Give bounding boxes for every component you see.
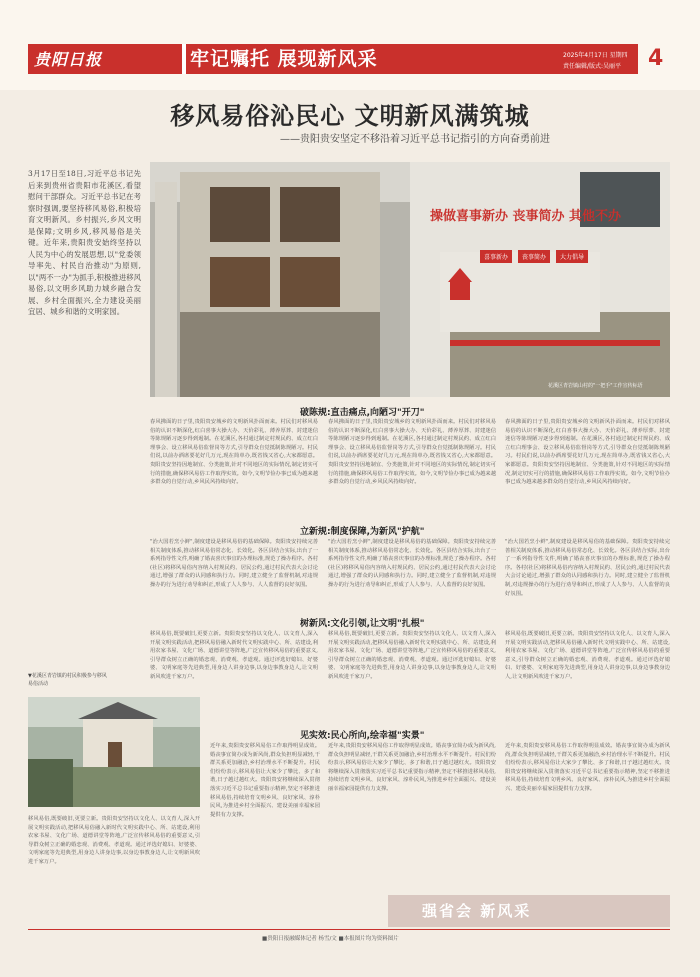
wall-slogan-tags xyxy=(480,250,588,263)
section-text-col: 近年来,贵阳贵安移风易俗工作取得明显成效。婚丧事宜简办成为新风尚,群众负担明显减轻,干群关系更加融洽,乡村治理水平不断提升。村民们纷纷表示,移风易俗让大家少了攀比、多了和谐,日子越过越红火。贵阳贵安将继续深入贯彻落实习近平总书记重要指示精神,坚定不移推进移风易俗,持续培育文明乡风、良好家风、淳朴民风,为推进乡村全面振兴、建设美丽幸福家园提供有力支撑。 xyxy=(505,743,670,792)
secondary-photo xyxy=(28,697,200,807)
article-intro: 3月17日至18日,习近平总书记先后来到贵州省贵阳市花溪区,看望慰问干部群众。习近平总书记在考察时强调,要坚持移风易俗,积极培育文明新风。乡村振兴,乡风文明是保障;文明乡风,移风易俗是关键。近年来,贵阳贵安始终坚持以人民为中心的发展思想,以"党委领导率先、村民自治推动"为原则,以"两不一办"为抓手,积极推进移风易俗,以文明乡风助力城乡融合发展、乡村全面振兴,全力建设美丽宜居、城乡和谐的文明家园。 xyxy=(28,169,141,316)
section-heading: 见实效:民心所向,绘幸福"实景" xyxy=(300,731,425,741)
section-text-col: 移风易俗,既要破旧,更要立新。贵阳贵安坚持以文化人、以文育人,深入开展文明实践活动,把移风易俗融入新时代文明实践中心、所、站建设,利用农家书屋、文化广场、道德讲堂等阵地,广泛宣传移风易俗的重要意义,引导群众树立正确的婚恋观、消费观、孝道观。通过评选好媳妇、好婆婆、文明家庭等先进典型,用身边人讲身边事,以身边事教身边人,让文明新风吹进千家万户。 xyxy=(28,816,200,865)
issue-date: 2025年4月17日 星期四 xyxy=(563,52,628,59)
footer-credit: ■贵阳日报融媒体记者 杨雪/文 ■本报图片均为资料图片 xyxy=(262,936,399,942)
village-house-illustration xyxy=(28,697,200,807)
editor-credit: 责任编辑/版式:吴丽平 xyxy=(563,63,622,70)
wall-tag: 大力倡导 xyxy=(556,250,588,263)
section-text-col: 移风易俗,既要破旧,更要立新。贵阳贵安坚持以文化人、以文育人,深入开展文明实践活动,把移风易俗融入新时代文明实践中心、所、站建设,利用农家书屋、文化广场、道德讲堂等阵地,广泛宣传移风易俗的重要意义,引导群众树立正确的婚恋观、消费观、孝道观。通过评选好媳妇、好婆婆、文明家庭等先进典型,用身边人讲身边事,以身边事教身边人,让文明新风吹进千家万户。 xyxy=(505,631,670,680)
section-text-col: "治大国若烹小鲜",制度建设是移风易俗的基础保障。贵阳贵安持续完善相关制度体系,推动移风易俗常态化、长效化。各区县结合实际,出台了一系列指导性文件,明确了婚丧喜庆事宜的办理标准,规范了操办程序。各村(社区)将移风易俗内容纳入村规民约、居民公约,通过村民代表大会讨论通过,增强了群众的认同感和执行力。同时,建立健全了监督机制,对违规操办的行为进行劝导和纠正,形成了人人参与、人人监督的良好氛围。 xyxy=(328,539,496,588)
section-slogan: 牢记嘱托 展现新风采 xyxy=(190,48,378,70)
section-text-col: 春风拂面的日子里,贵阳贵安城乡的文明新风扑面而来。村民们对移风易俗的认识不断深化,红白喜事大操大办、天价彩礼、薄养厚葬、封建迷信等陈规陋习逐步得到遏制。在花溪区,各村通过制定村规民约、成立红白理事会、设立移风易俗监督岗等方式,引导群众自觉抵制陈规陋习。村民们说,以前办酒席要花好几万元,现在简单办,既省钱又省心,大家都愿意。贵阳贵安坚持因地制宜、分类施策,针对不同地区的实际情况,制定切实可行的措施,确保移风易俗工作取得实效。如今,文明节俭办事已成为越来越多群众的自觉行动,乡风民风持续向好。 xyxy=(328,419,496,486)
article-headline: 移风易俗沁民心 文明新风满筑城 xyxy=(170,102,530,130)
slogan-accent xyxy=(182,44,186,74)
section-text-col: 近年来,贵阳贵安移风易俗工作取得明显成效。婚丧事宜简办成为新风尚,群众负担明显减轻,干群关系更加融洽,乡村治理水平不断提升。村民们纷纷表示,移风易俗让大家少了攀比、多了和谐,日子越过越红火。贵阳贵安将继续深入贯彻落实习近平总书记重要指示精神,坚定不移推进移风易俗,持续培育文明乡风、良好家风、淳朴民风,为推进乡村全面振兴、建设美丽幸福家园提供有力支撑。 xyxy=(210,743,320,818)
photo2-caption: ▼花溪区青岩镇的村民积极参与移风易俗活动 xyxy=(28,673,107,687)
section-text-col: "治大国若烹小鲜",制度建设是移风易俗的基础保障。贵阳贵安持续完善相关制度体系,推动移风易俗常态化、长效化。各区县结合实际,出台了一系列指导性文件,明确了婚丧喜庆事宜的办理标准,规范了操办程序。各村(社区)将移风易俗内容纳入村规民约、居民公约,通过村民代表大会讨论通过,增强了群众的认同感和执行力。同时,建立健全了监督机制,对违规操办的行为进行劝导和纠正,形成了人人参与、人人监督的良好氛围。 xyxy=(505,539,670,597)
section-text-col: 移风易俗,既要破旧,更要立新。贵阳贵安坚持以文化人、以文育人,深入开展文明实践活动,把移风易俗融入新时代文明实践中心、所、站建设,利用农家书屋、文化广场、道德讲堂等阵地,广泛宣传移风易俗的重要意义,引导群众树立正确的婚恋观、消费观、孝道观。通过评选好媳妇、好婆婆、文明家庭等先进典型,用身边人讲身边事,以身边事教身边人,让文明新风吹进千家万户。 xyxy=(150,631,318,680)
footer-rule xyxy=(28,929,670,930)
wall-tag: 喜事新办 xyxy=(480,250,512,263)
section-text-col: 春风拂面的日子里,贵阳贵安城乡的文明新风扑面而来。村民们对移风易俗的认识不断深化,红白喜事大操大办、天价彩礼、薄养厚葬、封建迷信等陈规陋习逐步得到遏制。在花溪区,各村通过制定村规民约、成立红白理事会、设立移风易俗监督岗等方式,引导群众自觉抵制陈规陋习。村民们说,以前办酒席要花好几万元,现在简单办,既省钱又省心,大家都愿意。贵阳贵安坚持因地制宜、分类施策,针对不同地区的实际情况,制定切实可行的措施,确保移风易俗工作取得实效。如今,文明节俭办事已成为越来越多群众的自觉行动,乡风民风持续向好。 xyxy=(150,419,318,486)
newspaper-logo: 贵阳日报 xyxy=(34,50,103,69)
main-photo xyxy=(150,162,670,397)
photo-caption: 花溪区青岩镇山村的"一把手"工作宣传标语 xyxy=(548,383,643,389)
section-heading: 树新风:文化引领,让文明"扎根" xyxy=(300,619,425,629)
section-text-col: 春风拂面的日子里,贵阳贵安城乡的文明新风扑面而来。村民们对移风易俗的认识不断深化,红白喜事大操大办、天价彩礼、薄养厚葬、封建迷信等陈规陋习逐步得到遏制。在花溪区,各村通过制定村规民约、成立红白理事会、设立移风易俗监督岗等方式,引导群众自觉抵制陈规陋习。村民们说,以前办酒席要花好几万元,现在简单办,既省钱又省心,大家都愿意。贵阳贵安坚持因地制宜、分类施策,针对不同地区的实际情况,制定切实可行的措施,确保移风易俗工作取得实效。如今,文明节俭办事已成为越来越多群众的自觉行动,乡风民风持续向好。 xyxy=(505,419,670,486)
section-text-col: "治大国若烹小鲜",制度建设是移风易俗的基础保障。贵阳贵安持续完善相关制度体系,推动移风易俗常态化、长效化。各区县结合实际,出台了一系列指导性文件,明确了婚丧喜庆事宜的办理标准,规范了操办程序。各村(社区)将移风易俗内容纳入村规民约、居民公约,通过村民代表大会讨论通过,增强了群众的认同感和执行力。同时,建立健全了监督机制,对违规操办的行为进行劝导和纠正,形成了人人参与、人人监督的良好氛围。 xyxy=(150,539,318,588)
wall-tag: 丧事简办 xyxy=(518,250,550,263)
page-number: 4 xyxy=(648,46,664,71)
section-text-col: 移风易俗,既要破旧,更要立新。贵阳贵安坚持以文化人、以文育人,深入开展文明实践活动,把移风易俗融入新时代文明实践中心、所、站建设,利用农家书屋、文化广场、道德讲堂等阵地,广泛宣传移风易俗的重要意义,引导群众树立正确的婚恋观、消费观、孝道观。通过评选好媳妇、好婆婆、文明家庭等先进典型,用身边人讲身边事,以身边事教身边人,让文明新风吹进千家万户。 xyxy=(328,631,496,680)
footer-banner-text: 强省会 新风采 xyxy=(422,902,532,920)
section-heading: 破陈规:直击痛点,向陋习"开刀" xyxy=(300,408,425,418)
section-text-col: 近年来,贵阳贵安移风易俗工作取得明显成效。婚丧事宜简办成为新风尚,群众负担明显减轻,干群关系更加融洽,乡村治理水平不断提升。村民们纷纷表示,移风易俗让大家少了攀比、多了和谐,日子越过越红火。贵阳贵安将继续深入贯彻落实习近平总书记重要指示精神,坚定不移推进移风易俗,持续培育文明乡风、良好家风、淳朴民风,为推进乡村全面振兴、建设美丽幸福家园提供有力支撑。 xyxy=(328,743,496,792)
village-street-illustration xyxy=(150,162,670,397)
wall-slogan: 操做喜事新办 丧事简办 其他不办 xyxy=(430,209,622,224)
article-subheadline: ——贵阳贵安坚定不移沿着习近平总书记指引的方向奋勇前进 xyxy=(280,134,550,145)
section-heading: 立新规:制度保障,为新风"护航" xyxy=(300,527,425,537)
